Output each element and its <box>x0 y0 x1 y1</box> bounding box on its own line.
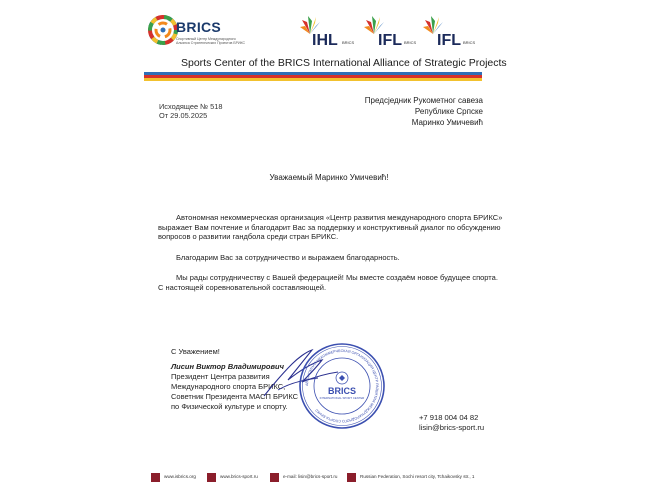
footer-email[interactable]: e-mail: lisin@brics-sport.ru <box>283 474 338 479</box>
recipient-line-3: Маринко Умичевић <box>411 118 483 127</box>
greeting: Уважаемый Маринко Умичевић! <box>269 173 389 182</box>
contact-phone: +7 918 004 04 82 <box>419 413 479 422</box>
signer-title-4: по Физической культуре и спорту. <box>171 402 288 411</box>
body-paragraph-1: Автономная некоммерческая организация «Центр развития международного спорта БРИКС» выражает Вам почтение и благодарит Вас за поддержку и конструктивный диалог по обсуждению вопросов о развитии гандбола среди стран БРИКС. <box>158 213 503 242</box>
league-logo-ifl <box>362 14 422 54</box>
footer-marker <box>270 473 279 482</box>
stamp-ring-text: АВТОНОМНАЯ НЕКОММЕРЧЕСКАЯ ОРГАНИЗАЦИЯ ЦЕНТР РАЗВИТИЯ МЕЖДУНАРОДНОГО СПОРТА БРИКС <box>304 348 380 424</box>
closing: С Уважением! <box>171 347 220 356</box>
recipient-line-2: Републике Српске <box>414 107 483 116</box>
footer-marker <box>207 473 216 482</box>
league-tag: BRICS <box>463 40 476 45</box>
stamp-center-text: BRICS <box>327 386 357 396</box>
brics-logo-subtitle: Спортивный Центр Международного <box>176 37 236 41</box>
footer-marker <box>347 473 356 482</box>
document-date: От 29.05.2025 <box>159 111 208 120</box>
header-stripe-yellow <box>144 78 482 81</box>
brics-logo-subtitle-2: Альянса Стратегических Проектов БРИКС <box>176 41 246 45</box>
header-title: Sports Center of the BRICS International Alliance of Strategic Projects <box>181 57 507 69</box>
recipient-line-1: Предсједник Рукометног савеза <box>364 96 483 105</box>
league-logo-ifl-2 <box>421 14 481 54</box>
signer-name: Лисин Виктор Владимирович <box>171 362 284 371</box>
league-logo-ihl <box>298 14 358 54</box>
footer-website[interactable]: www.isbrics.org <box>164 474 196 479</box>
league-name: IFL <box>378 32 402 49</box>
outgoing-number: Исходящее № 518 <box>159 102 223 111</box>
body-paragraph-3: Мы рады сотрудничеству с Вашей федерацией! Мы вместе создаём новое будущее спорта. С настоящей соревновательной составляющей. <box>158 273 498 292</box>
league-name: IHL <box>312 32 338 49</box>
league-tag: BRICS <box>342 40 355 45</box>
footer-website-2[interactable]: www.brics-sport.ru <box>220 474 258 479</box>
footer-marker <box>151 473 160 482</box>
stamp-sub-text: INTERNATIONAL SPORT CENTER <box>319 396 365 400</box>
footer-address: Russian Federation, Sochi resort city, Tchaikovsky str., 1 <box>360 474 475 479</box>
signer-title-1: Президент Центра развития <box>171 372 270 381</box>
signer-title-2: Международного спорта БРИКС, <box>171 382 286 391</box>
brics-emblem-icon <box>146 10 180 50</box>
body-paragraph-2: Благодарим Вас за сотрудничество и выражаем благодарность. <box>176 253 400 262</box>
brics-logo-text: BRICS <box>176 19 222 35</box>
official-stamp <box>298 342 386 430</box>
contact-email: lisin@brics-sport.ru <box>419 423 485 432</box>
league-name: IFL <box>437 32 461 49</box>
signer-title-3: Советник Президента МАСП БРИКС <box>171 392 299 401</box>
league-tag: BRICS <box>404 40 417 45</box>
